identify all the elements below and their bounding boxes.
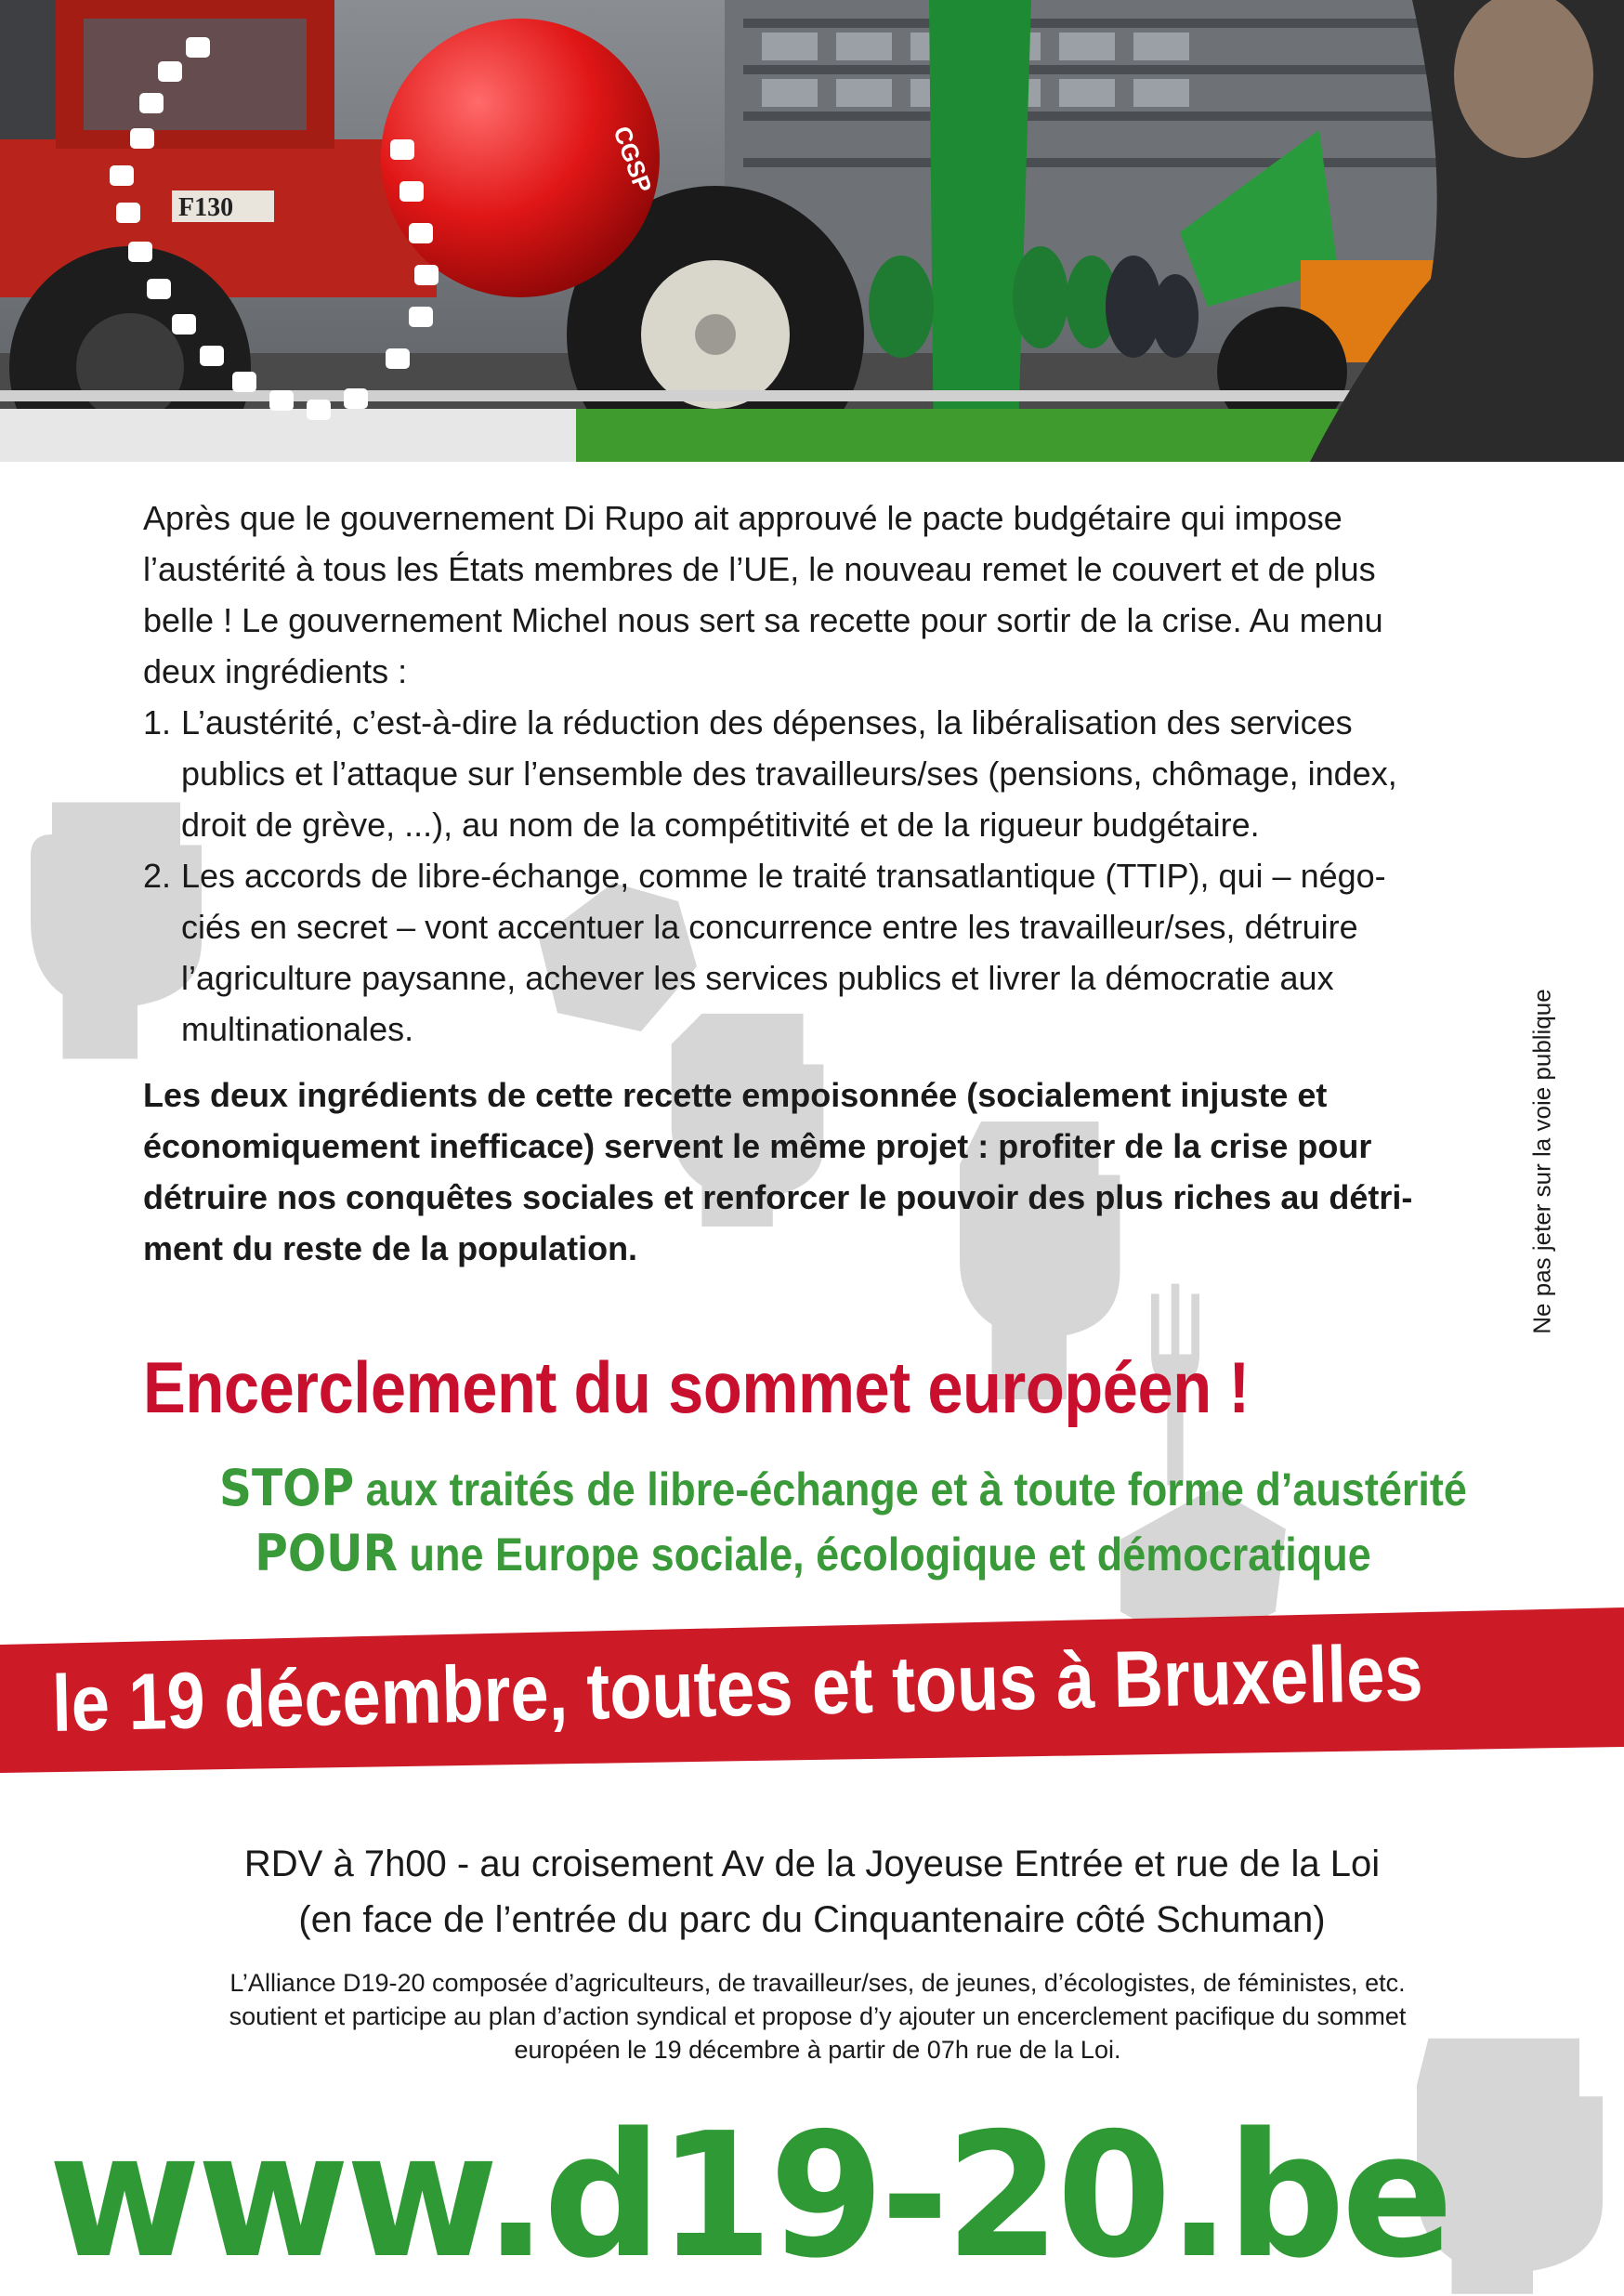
slogan-text: une Europe sociale, écologique et démocratique bbox=[398, 1528, 1371, 1581]
tractor-label: F130 bbox=[178, 193, 234, 222]
conclusion-paragraph: Les deux ingrédients de cette recette empoisonnée (socialement injuste et économiquement inefficace) servent le même projet : profiter de la crise pour détruire nos conquêtes sociales et renforcer le pouvoir des plus riches au détri-ment du reste de la population. bbox=[143, 1076, 1413, 1267]
website-url[interactable]: www.d19-20.be bbox=[48, 2095, 1450, 2296]
slogan-keyword: STOP bbox=[219, 1459, 355, 1517]
list-item-number: 1. bbox=[143, 703, 172, 741]
list-item bbox=[143, 850, 1444, 1055]
rdv-location: RDV à 7h00 - au croisement Av de la Joyeuse Entrée et rue de la Loi bbox=[243, 1843, 1381, 1884]
intro-paragraph: Après que le gouvernement Di Rupo ait approuvé le pacte budgétaire qui impose l’austérité à tous les États membres de l’UE, le nouveau remet le couvert et de plus belle ! Le gouvernement Michel nous sert sa recette pour sortir de la crise. Au menu deux ingrédients : bbox=[143, 499, 1383, 690]
slogan-text: aux traités de libre-échange et à toute forme d’austérité bbox=[354, 1463, 1467, 1515]
rdv-landmark: (en face de l’entrée du parc du Cinquantenaire côté Schuman) bbox=[298, 1899, 1326, 1940]
slogan-keyword: POUR bbox=[255, 1524, 399, 1582]
ingredients-list bbox=[143, 697, 1444, 1055]
list-item-number: 2. bbox=[143, 857, 172, 895]
slogan-pour bbox=[219, 1524, 1407, 1582]
list-item-text: Les accords de libre-échange, comme le traité transatlantique (TTIP), qui – négo-ciés en secret – vont accentuer la concurrence entre les travailleur/ses, détruire l’agriculture paysanne, achever les services publics et livrer la démocratie aux multinationales. bbox=[181, 857, 1386, 1048]
balloon-text: CGSP bbox=[608, 122, 658, 197]
alliance-text: L’Alliance D19-20 composée d’agriculteurs, de travailleur/ses, de jeunes, d’écologistes, de féministes, etc. soutient et participe au plan d’action syndical et propose d’y ajouter un encerclement pacifique du sommet européen le 19 décembre à partir de 07h rue de la Loi. bbox=[229, 1969, 1407, 2064]
list-item bbox=[143, 697, 1444, 850]
list-item-text: L’austérité, c’est-à-dire la réduction des dépenses, la libéralisation des services publics et l’attaque sur l’ensemble des travailleurs/ses (pensions, chômage, index, droit de grève, ...), au nom de la compétitivité et de la rigueur budgétaire. bbox=[181, 703, 1397, 844]
side-note: Ne pas jeter sur la voie publique bbox=[1527, 989, 1556, 1334]
slogan-stop bbox=[219, 1459, 1467, 1517]
intro-text bbox=[143, 492, 1444, 1274]
header-photo bbox=[0, 0, 1624, 462]
banner-text: le 19 décembre, toutes et tous à Bruxelles bbox=[51, 1628, 1424, 1749]
headline: Encerclement du sommet européen ! bbox=[143, 1346, 1250, 1428]
